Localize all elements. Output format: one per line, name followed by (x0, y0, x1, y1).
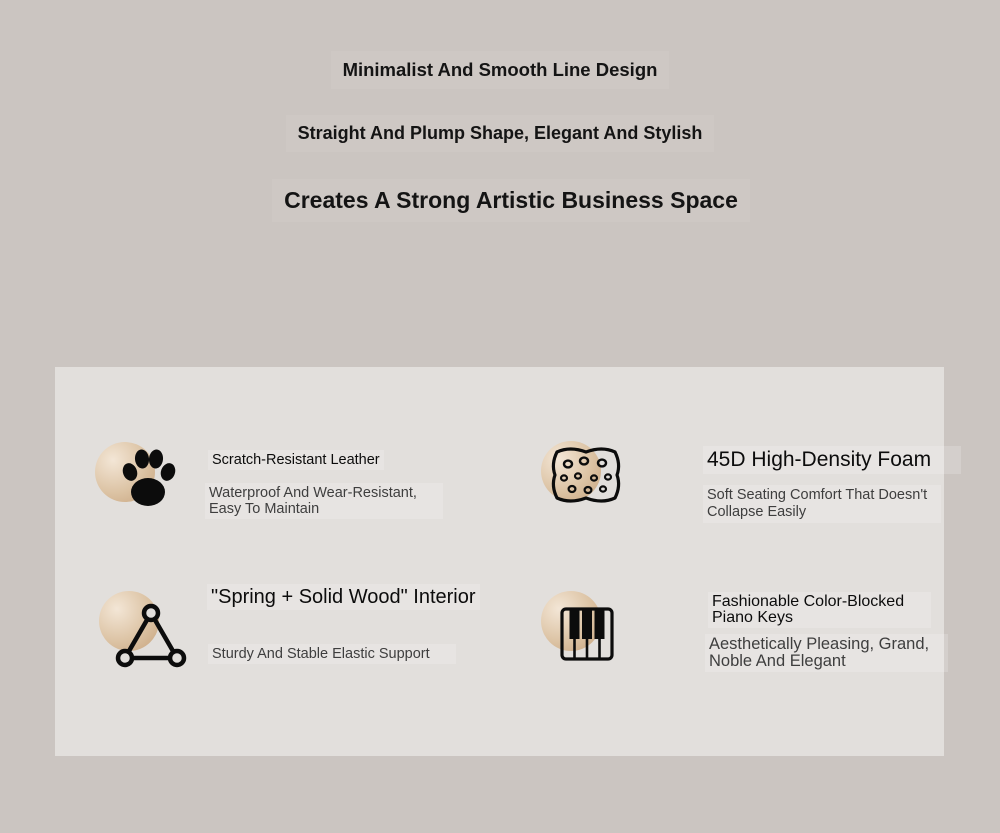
headline-line-2 (0, 115, 1000, 152)
feature-scratch-resistant (95, 432, 515, 532)
foam-icon-wrap (541, 441, 637, 521)
features-panel (55, 367, 944, 756)
headline-line-1-text: Minimalist And Smooth Line Design (331, 51, 670, 89)
feature-description: Aesthetically Pleasing, Grand, Noble And Elegant (705, 634, 948, 672)
feature-high-density-foam (541, 432, 931, 532)
paw-icon-wrap (95, 442, 191, 522)
feature-piano-keys (541, 581, 931, 691)
headline-line-1 (0, 51, 1000, 89)
feature-title: Fashionable Color-Blocked Piano Keys (708, 592, 931, 628)
feature-spring-solid-wood (99, 581, 529, 691)
headline-line-2-text: Straight And Plump Shape, Elegant And Stylish (286, 115, 715, 152)
foam-sponge-icon (548, 442, 624, 508)
triangle-structure-icon (113, 601, 189, 671)
piano-keys-icon (557, 605, 617, 667)
feature-title: 45D High-Density Foam (703, 446, 961, 474)
headline-line-3 (11, 179, 1000, 222)
headline-line-3-text: Creates A Strong Artistic Business Space (272, 179, 750, 222)
feature-title: Scratch-Resistant Leather (208, 450, 384, 470)
paw-icon (113, 445, 183, 515)
triangle-icon-wrap (99, 591, 195, 671)
feature-title: "Spring + Solid Wood" Interior (207, 584, 480, 610)
piano-icon-wrap (541, 591, 637, 671)
feature-description: Waterproof And Wear-Resistant, Easy To Maintain (205, 483, 443, 519)
feature-description: Sturdy And Stable Elastic Support (208, 644, 456, 664)
feature-description: Soft Seating Comfort That Doesn't Collapse Easily (703, 485, 941, 523)
